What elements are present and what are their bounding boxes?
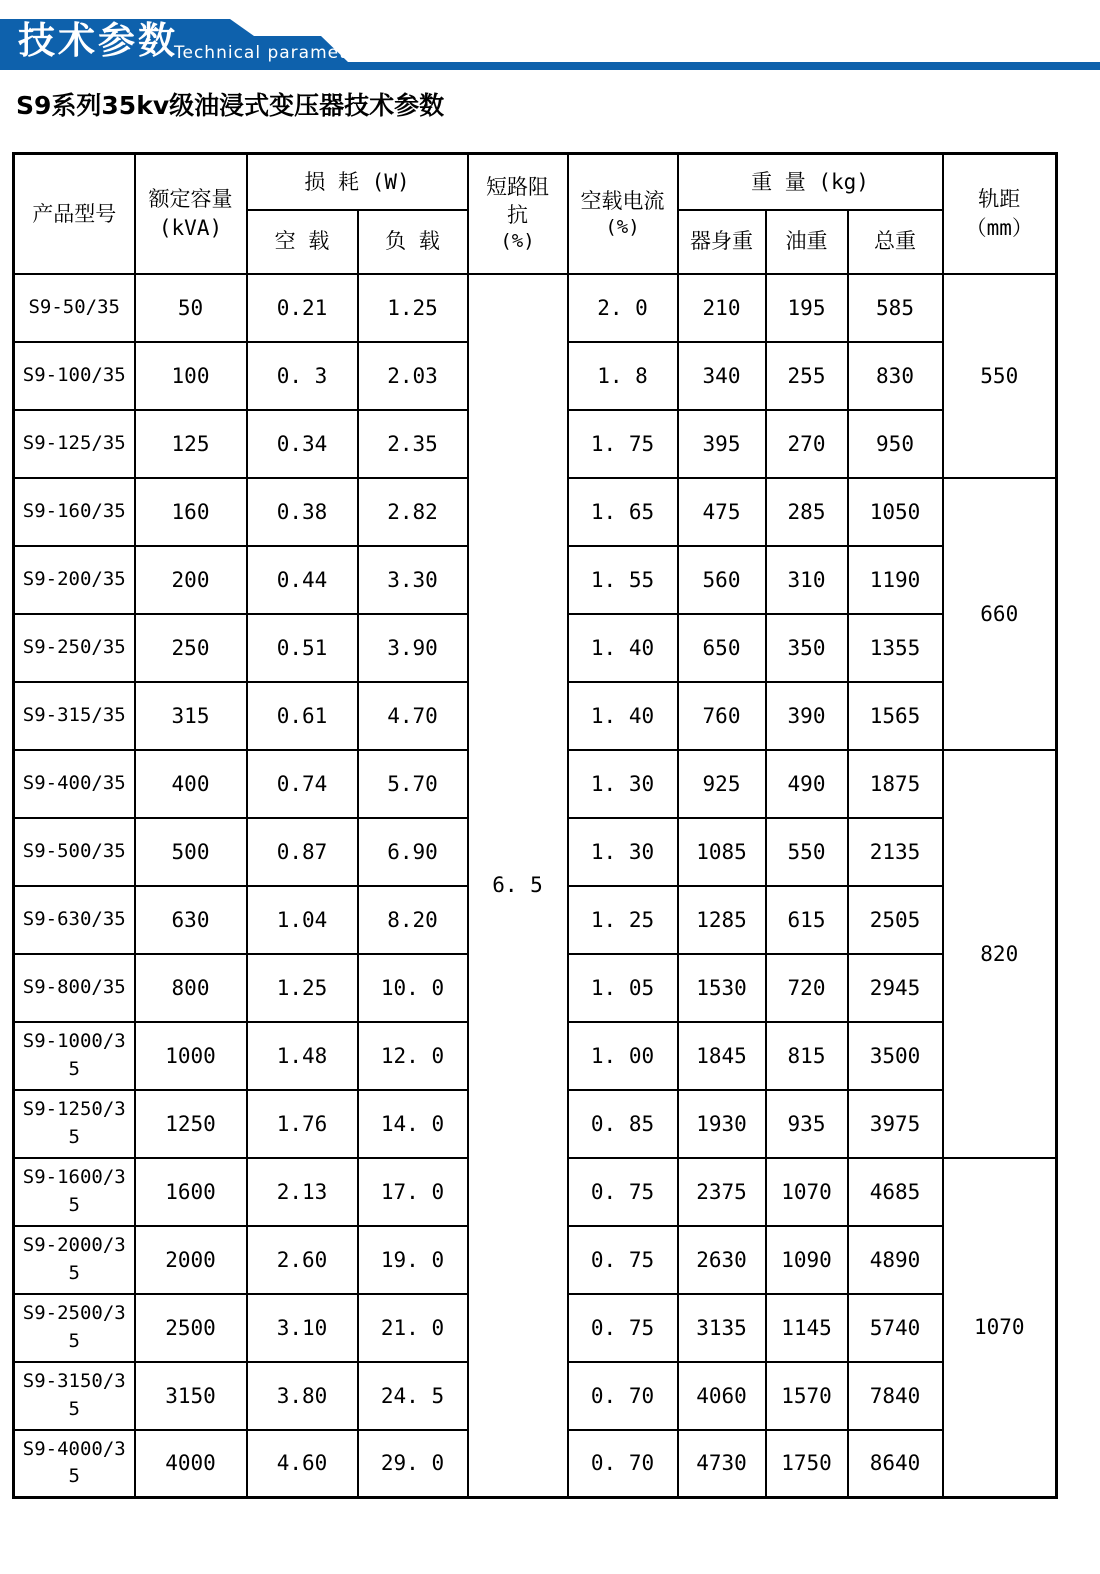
model-cell: S9-200/35	[14, 546, 135, 614]
capacity-cell: 200	[135, 546, 247, 614]
model-cell: S9-630/35	[14, 886, 135, 954]
oil-weight-cell: 1070	[766, 1158, 848, 1226]
model-cell: S9-125/35	[14, 410, 135, 478]
capacity-cell: 1250	[135, 1090, 247, 1158]
model-cell: S9-1600/35	[14, 1158, 135, 1226]
header-loss-group: 损 耗 (W)	[247, 154, 468, 210]
total-weight-cell: 3975	[848, 1090, 943, 1158]
current-cell: 0. 75	[568, 1158, 678, 1226]
header-loss-on-load: 负 载	[358, 210, 468, 274]
header-weight-oil: 油重	[766, 210, 848, 274]
model-cell: S9-50/35	[14, 274, 135, 342]
load-loss-cell: 2.35	[358, 410, 468, 478]
no-load-loss-cell: 2.13	[247, 1158, 358, 1226]
total-weight-cell: 2135	[848, 818, 943, 886]
load-loss-cell: 24. 5	[358, 1362, 468, 1430]
body-weight-cell: 1285	[678, 886, 766, 954]
tech-params-table	[12, 152, 1058, 1499]
load-loss-cell: 10. 0	[358, 954, 468, 1022]
header-weight-body: 器身重	[678, 210, 766, 274]
load-loss-cell: 6.90	[358, 818, 468, 886]
oil-weight-cell: 195	[766, 274, 848, 342]
no-load-loss-cell: 0.44	[247, 546, 358, 614]
capacity-cell: 4000	[135, 1430, 247, 1498]
body-weight-cell: 2375	[678, 1158, 766, 1226]
oil-weight-cell: 270	[766, 410, 848, 478]
load-loss-cell: 4.70	[358, 682, 468, 750]
model-cell: S9-1000/35	[14, 1022, 135, 1090]
model-cell: S9-315/35	[14, 682, 135, 750]
no-load-loss-cell: 4.60	[247, 1430, 358, 1498]
load-loss-cell: 29. 0	[358, 1430, 468, 1498]
no-load-loss-cell: 0.51	[247, 614, 358, 682]
total-weight-cell: 830	[848, 342, 943, 410]
total-weight-cell: 7840	[848, 1362, 943, 1430]
header-no-load-current: 空载电流 (%)	[568, 154, 678, 274]
body-weight-cell: 3135	[678, 1294, 766, 1362]
banner	[0, 0, 1100, 80]
capacity-cell: 400	[135, 750, 247, 818]
no-load-loss-cell: 0.61	[247, 682, 358, 750]
body-weight-cell: 395	[678, 410, 766, 478]
current-cell: 1. 25	[568, 886, 678, 954]
load-loss-cell: 3.30	[358, 546, 468, 614]
current-cell: 1. 75	[568, 410, 678, 478]
banner-title-en: Technical parameter	[174, 43, 367, 63]
current-cell: 1. 30	[568, 818, 678, 886]
total-weight-cell: 4685	[848, 1158, 943, 1226]
current-cell: 2. 0	[568, 274, 678, 342]
total-weight-cell: 950	[848, 410, 943, 478]
load-loss-cell: 14. 0	[358, 1090, 468, 1158]
no-load-loss-cell: 0.38	[247, 478, 358, 546]
total-weight-cell: 1190	[848, 546, 943, 614]
total-weight-cell: 2945	[848, 954, 943, 1022]
no-load-loss-cell: 0. 3	[247, 342, 358, 410]
oil-weight-cell: 255	[766, 342, 848, 410]
total-weight-cell: 8640	[848, 1430, 943, 1498]
oil-weight-cell: 1090	[766, 1226, 848, 1294]
oil-weight-cell: 720	[766, 954, 848, 1022]
no-load-loss-cell: 3.10	[247, 1294, 358, 1362]
total-weight-cell: 1565	[848, 682, 943, 750]
total-weight-cell: 1875	[848, 750, 943, 818]
current-cell: 1. 40	[568, 614, 678, 682]
load-loss-cell: 19. 0	[358, 1226, 468, 1294]
total-weight-cell: 5740	[848, 1294, 943, 1362]
model-cell: S9-2500/35	[14, 1294, 135, 1362]
gauge-cell: 550	[943, 274, 1057, 478]
gauge-cell: 820	[943, 750, 1057, 1158]
load-loss-cell: 12. 0	[358, 1022, 468, 1090]
no-load-loss-cell: 0.21	[247, 274, 358, 342]
oil-weight-cell: 285	[766, 478, 848, 546]
total-weight-cell: 2505	[848, 886, 943, 954]
no-load-loss-cell: 0.74	[247, 750, 358, 818]
model-cell: S9-1250/35	[14, 1090, 135, 1158]
oil-weight-cell: 815	[766, 1022, 848, 1090]
capacity-cell: 315	[135, 682, 247, 750]
model-cell: S9-100/35	[14, 342, 135, 410]
current-cell: 0. 70	[568, 1362, 678, 1430]
total-weight-cell: 585	[848, 274, 943, 342]
load-loss-cell: 1.25	[358, 274, 468, 342]
header-gauge: 轨距 （mm）	[943, 154, 1057, 274]
oil-weight-cell: 1750	[766, 1430, 848, 1498]
oil-weight-cell: 490	[766, 750, 848, 818]
current-cell: 1. 65	[568, 478, 678, 546]
capacity-cell: 160	[135, 478, 247, 546]
current-cell: 1. 05	[568, 954, 678, 1022]
header-product-model: 产品型号	[14, 154, 135, 274]
gauge-cell: 660	[943, 478, 1057, 750]
capacity-cell: 50	[135, 274, 247, 342]
load-loss-cell: 17. 0	[358, 1158, 468, 1226]
body-weight-cell: 650	[678, 614, 766, 682]
table-row	[14, 274, 1057, 342]
capacity-cell: 250	[135, 614, 247, 682]
capacity-cell: 2500	[135, 1294, 247, 1362]
capacity-cell: 2000	[135, 1226, 247, 1294]
load-loss-cell: 21. 0	[358, 1294, 468, 1362]
body-weight-cell: 2630	[678, 1226, 766, 1294]
body-weight-cell: 475	[678, 478, 766, 546]
oil-weight-cell: 615	[766, 886, 848, 954]
capacity-cell: 1000	[135, 1022, 247, 1090]
load-loss-cell: 8.20	[358, 886, 468, 954]
body-weight-cell: 4730	[678, 1430, 766, 1498]
body-weight-cell: 340	[678, 342, 766, 410]
total-weight-cell: 4890	[848, 1226, 943, 1294]
load-loss-cell: 2.82	[358, 478, 468, 546]
model-cell: S9-4000/35	[14, 1430, 135, 1498]
current-cell: 1. 8	[568, 342, 678, 410]
current-cell: 1. 00	[568, 1022, 678, 1090]
load-loss-cell: 5.70	[358, 750, 468, 818]
header-loss-no-load: 空 载	[247, 210, 358, 274]
capacity-cell: 125	[135, 410, 247, 478]
body-weight-cell: 1845	[678, 1022, 766, 1090]
body-weight-cell: 1085	[678, 818, 766, 886]
capacity-cell: 800	[135, 954, 247, 1022]
gauge-cell: 1070	[943, 1158, 1057, 1498]
body-weight-cell: 1530	[678, 954, 766, 1022]
oil-weight-cell: 550	[766, 818, 848, 886]
load-loss-cell: 2.03	[358, 342, 468, 410]
no-load-loss-cell: 1.48	[247, 1022, 358, 1090]
body-weight-cell: 210	[678, 274, 766, 342]
header-weight-total: 总重	[848, 210, 943, 274]
oil-weight-cell: 310	[766, 546, 848, 614]
current-cell: 0. 75	[568, 1294, 678, 1362]
model-cell: S9-160/35	[14, 478, 135, 546]
no-load-loss-cell: 1.25	[247, 954, 358, 1022]
no-load-loss-cell: 1.04	[247, 886, 358, 954]
body-weight-cell: 1930	[678, 1090, 766, 1158]
no-load-loss-cell: 3.80	[247, 1362, 358, 1430]
model-cell: S9-3150/35	[14, 1362, 135, 1430]
capacity-cell: 3150	[135, 1362, 247, 1430]
no-load-loss-cell: 2.60	[247, 1226, 358, 1294]
model-cell: S9-400/35	[14, 750, 135, 818]
capacity-cell: 100	[135, 342, 247, 410]
current-cell: 0. 70	[568, 1430, 678, 1498]
capacity-cell: 500	[135, 818, 247, 886]
capacity-cell: 630	[135, 886, 247, 954]
total-weight-cell: 1355	[848, 614, 943, 682]
no-load-loss-cell: 0.34	[247, 410, 358, 478]
capacity-cell: 1600	[135, 1158, 247, 1226]
oil-weight-cell: 1145	[766, 1294, 848, 1362]
current-cell: 1. 55	[568, 546, 678, 614]
current-cell: 1. 40	[568, 682, 678, 750]
body-weight-cell: 4060	[678, 1362, 766, 1430]
no-load-loss-cell: 1.76	[247, 1090, 358, 1158]
oil-weight-cell: 390	[766, 682, 848, 750]
oil-weight-cell: 350	[766, 614, 848, 682]
model-cell: S9-800/35	[14, 954, 135, 1022]
current-cell: 0. 75	[568, 1226, 678, 1294]
current-cell: 0. 85	[568, 1090, 678, 1158]
page-title: S9系列35kv级油浸式变压器技术参数	[16, 91, 445, 120]
body-weight-cell: 925	[678, 750, 766, 818]
header-impedance: 短路阻抗 (%)	[468, 154, 568, 274]
oil-weight-cell: 935	[766, 1090, 848, 1158]
body-weight-cell: 560	[678, 546, 766, 614]
oil-weight-cell: 1570	[766, 1362, 848, 1430]
total-weight-cell: 3500	[848, 1022, 943, 1090]
body-weight-cell: 760	[678, 682, 766, 750]
model-cell: S9-500/35	[14, 818, 135, 886]
no-load-loss-cell: 0.87	[247, 818, 358, 886]
impedance-cell: 6. 5	[468, 274, 568, 1498]
total-weight-cell: 1050	[848, 478, 943, 546]
model-cell: S9-2000/35	[14, 1226, 135, 1294]
current-cell: 1. 30	[568, 750, 678, 818]
model-cell: S9-250/35	[14, 614, 135, 682]
header-rated-capacity: 额定容量 (kVA)	[135, 154, 247, 274]
header-weight-group: 重 量 (kg)	[678, 154, 943, 210]
banner-title-cn: 技术参数	[18, 19, 178, 62]
load-loss-cell: 3.90	[358, 614, 468, 682]
